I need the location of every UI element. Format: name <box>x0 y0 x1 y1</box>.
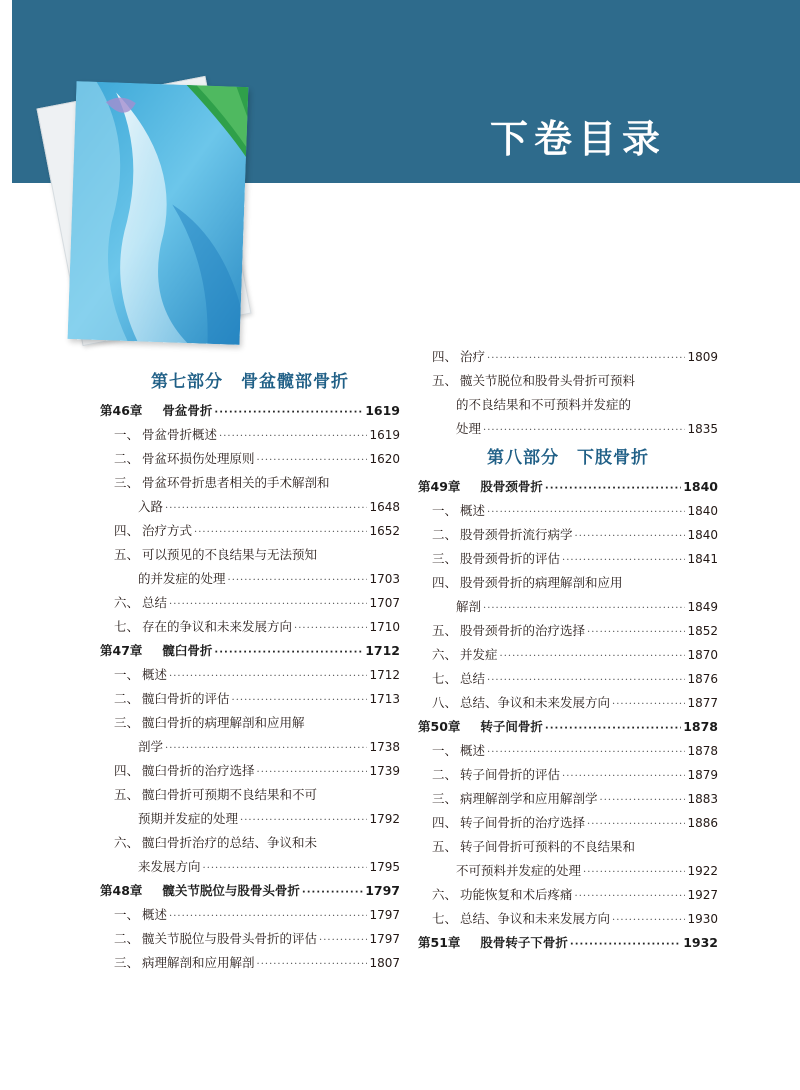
page-number: 1707 <box>369 596 400 610</box>
dot-leader <box>169 593 367 617</box>
chapter-title: 股骨颈骨折 <box>480 479 543 494</box>
section-number: 八、 <box>432 695 458 710</box>
dot-leader <box>583 861 685 885</box>
dot-leader <box>257 449 368 473</box>
part-heading <box>418 441 718 475</box>
toc-section-continuation[interactable] <box>418 417 718 441</box>
dot-leader <box>483 597 685 621</box>
dot-leader <box>232 689 368 713</box>
toc-section-entry[interactable] <box>100 471 400 495</box>
section-number: 五、 <box>432 839 458 854</box>
dot-leader <box>575 525 686 549</box>
toc-section-entry[interactable] <box>418 691 718 715</box>
section-title-continued: 解剖 <box>456 599 482 614</box>
page-number: 1620 <box>369 452 400 466</box>
page-number: 1883 <box>687 792 718 806</box>
toc-section-entry[interactable] <box>100 951 400 975</box>
toc-section-continuation[interactable] <box>100 855 400 879</box>
section-number: 二、 <box>432 527 458 542</box>
section-number: 三、 <box>114 475 140 490</box>
petal-image <box>68 81 249 345</box>
section-title: 概述 <box>460 743 486 758</box>
page-number: 1739 <box>369 764 400 778</box>
chapter-number: 第48章 <box>100 883 143 898</box>
page-number: 1807 <box>369 956 400 970</box>
section-number: 六、 <box>432 647 458 662</box>
page-number: 1841 <box>687 552 718 566</box>
toc-section-entry[interactable] <box>418 523 718 547</box>
dot-leader <box>500 645 686 669</box>
dot-leader <box>570 933 681 957</box>
section-title: 转子间骨折可预料的不良结果和 <box>460 839 636 854</box>
toc-right-column <box>418 345 718 955</box>
toc-section-continuation[interactable] <box>100 567 400 591</box>
section-number: 二、 <box>114 691 140 706</box>
page-number: 1849 <box>687 600 718 614</box>
toc-section-entry[interactable] <box>100 687 400 711</box>
section-title: 病理解剖和应用解剖 <box>142 955 255 970</box>
section-title: 骨盆环损伤处理原则 <box>142 451 255 466</box>
dot-leader <box>169 665 367 689</box>
section-title-continued: 入路 <box>138 499 164 514</box>
chapter-number: 第46章 <box>100 403 143 418</box>
section-title-continued: 处理 <box>456 421 482 436</box>
toc-section-entry[interactable] <box>418 643 718 667</box>
dot-leader <box>612 693 685 717</box>
section-title: 总结 <box>460 671 486 686</box>
dot-leader <box>600 789 686 813</box>
page-number: 1922 <box>687 864 718 878</box>
page-number: 1878 <box>683 719 718 734</box>
dot-leader <box>257 953 368 977</box>
toc-section-continuation[interactable] <box>418 393 718 417</box>
section-number: 三、 <box>114 955 140 970</box>
dot-leader <box>165 497 367 521</box>
section-title: 治疗方式 <box>142 523 193 538</box>
page-number: 1886 <box>687 816 718 830</box>
page-number: 1835 <box>687 422 718 436</box>
chapter-number: 第50章 <box>418 719 461 734</box>
dot-leader <box>240 809 367 833</box>
part-number: 第八部分 <box>487 448 559 468</box>
dot-leader <box>483 419 685 443</box>
section-title: 髋臼骨折治疗的总结、争议和未 <box>142 835 318 850</box>
section-number: 一、 <box>114 427 140 442</box>
dot-leader <box>487 347 685 371</box>
toc-section-entry[interactable] <box>100 447 400 471</box>
section-title: 概述 <box>142 667 168 682</box>
dot-leader <box>302 881 363 905</box>
chapter-title: 股骨转子下骨折 <box>480 935 568 950</box>
toc-section-entry[interactable] <box>418 739 718 763</box>
page-number: 1703 <box>369 572 400 586</box>
chapter-title: 髋臼骨折 <box>162 643 213 658</box>
section-number: 二、 <box>114 451 140 466</box>
chapter-title: 骨盆骨折 <box>162 403 213 418</box>
section-title: 病理解剖学和应用解剖学 <box>460 791 598 806</box>
toc-section-entry[interactable] <box>100 759 400 783</box>
dot-leader <box>219 425 367 449</box>
dot-leader <box>487 669 685 693</box>
toc-section-continuation[interactable] <box>100 807 400 831</box>
page-number: 1797 <box>369 932 400 946</box>
dot-leader <box>294 617 367 641</box>
section-title: 股骨颈骨折流行病学 <box>460 527 573 542</box>
photo-front-card <box>68 81 249 345</box>
section-title-continued: 来发展方向 <box>138 859 201 874</box>
toc-section-entry[interactable] <box>100 831 400 855</box>
page-number: 1879 <box>687 768 718 782</box>
section-number: 二、 <box>432 767 458 782</box>
toc-section-entry[interactable] <box>418 369 718 393</box>
section-number: 五、 <box>114 547 140 562</box>
section-title: 转子间骨折的评估 <box>460 767 561 782</box>
page-number: 1876 <box>687 672 718 686</box>
toc-chapter-entry[interactable] <box>418 931 718 955</box>
toc-section-entry[interactable] <box>100 519 400 543</box>
section-number: 六、 <box>114 835 140 850</box>
toc-section-entry[interactable] <box>418 345 718 369</box>
page-number: 1797 <box>369 908 400 922</box>
section-title: 存在的争议和未来发展方向 <box>142 619 293 634</box>
section-title: 髋臼骨折的评估 <box>142 691 230 706</box>
toc-section-continuation[interactable] <box>418 595 718 619</box>
section-number: 四、 <box>432 815 458 830</box>
dot-leader <box>562 765 685 789</box>
dot-leader <box>194 521 367 545</box>
section-number: 五、 <box>432 623 458 638</box>
toc-section-entry[interactable] <box>418 499 718 523</box>
chapter-number: 第51章 <box>418 935 461 950</box>
dot-leader <box>169 905 367 929</box>
chapter-number: 第47章 <box>100 643 143 658</box>
page-number: 1797 <box>365 883 400 898</box>
section-number: 七、 <box>432 911 458 926</box>
section-title: 治疗 <box>460 349 486 364</box>
chapter-title: 转子间骨折 <box>480 719 543 734</box>
toc-chapter-entry[interactable] <box>418 475 718 499</box>
toc-section-entry[interactable] <box>418 547 718 571</box>
page-number: 1652 <box>369 524 400 538</box>
page-number: 1712 <box>365 643 400 658</box>
page-number: 1870 <box>687 648 718 662</box>
toc-section-entry[interactable] <box>418 763 718 787</box>
page-number: 1648 <box>369 500 400 514</box>
toc-chapter-entry[interactable] <box>100 399 400 423</box>
chapter-title: 髋关节脱位与股骨头骨折 <box>162 883 300 898</box>
page-title: 下卷目录 <box>490 117 667 161</box>
section-title: 总结、争议和未来发展方向 <box>460 695 611 710</box>
section-title: 髋臼骨折的病理解剖和应用解 <box>142 715 305 730</box>
section-title-continued: 不可预料并发症的处理 <box>456 863 582 878</box>
section-number: 一、 <box>114 907 140 922</box>
section-title-continued: 剖学 <box>138 739 164 754</box>
section-title: 髋关节脱位和股骨头骨折可预料 <box>460 373 636 388</box>
section-number: 四、 <box>432 349 458 364</box>
section-title: 转子间骨折的治疗选择 <box>460 815 586 830</box>
toc-left-column <box>100 365 400 975</box>
toc-section-entry[interactable] <box>100 711 400 735</box>
section-number: 六、 <box>114 595 140 610</box>
page-number: 1738 <box>369 740 400 754</box>
section-number: 五、 <box>432 373 458 388</box>
toc-section-entry[interactable] <box>100 615 400 639</box>
dot-leader <box>545 477 681 501</box>
toc-chapter-entry[interactable] <box>100 639 400 663</box>
page-number: 1792 <box>369 812 400 826</box>
section-title: 骨盆环骨折患者相关的手术解剖和 <box>142 475 330 490</box>
decorative-photo <box>48 78 248 358</box>
toc-chapter-entry[interactable] <box>100 879 400 903</box>
toc-section-continuation[interactable] <box>100 495 400 519</box>
page-number: 1809 <box>687 350 718 364</box>
section-number: 七、 <box>432 671 458 686</box>
page-number: 1712 <box>369 668 400 682</box>
toc-section-entry[interactable] <box>418 571 718 595</box>
page-number: 1840 <box>687 504 718 518</box>
page-number: 1840 <box>683 479 718 494</box>
section-title-continued: 预期并发症的处理 <box>138 811 239 826</box>
part-number: 第七部分 <box>151 372 223 392</box>
page-number: 1930 <box>687 912 718 926</box>
section-title: 功能恢复和术后疼痛 <box>460 887 573 902</box>
part-title: 骨盆髋部骨折 <box>241 372 349 392</box>
toc-section-entry[interactable] <box>418 619 718 643</box>
dot-leader <box>612 909 685 933</box>
page-number: 1878 <box>687 744 718 758</box>
section-number: 七、 <box>114 619 140 634</box>
dot-leader <box>165 737 367 761</box>
dot-leader <box>575 885 686 909</box>
section-number: 二、 <box>114 931 140 946</box>
toc-section-entry[interactable] <box>418 907 718 931</box>
part-title: 下肢骨折 <box>577 448 649 468</box>
page-number: 1852 <box>687 624 718 638</box>
dot-leader <box>319 929 367 953</box>
page-number: 1877 <box>687 696 718 710</box>
section-title: 髋臼骨折的治疗选择 <box>142 763 255 778</box>
toc-section-continuation[interactable] <box>418 859 718 883</box>
section-title: 骨盆骨折概述 <box>142 427 218 442</box>
dot-leader <box>214 641 363 665</box>
section-number: 一、 <box>114 667 140 682</box>
section-title: 髋关节脱位与股骨头骨折的评估 <box>142 931 318 946</box>
page-number: 1713 <box>369 692 400 706</box>
section-number: 三、 <box>114 715 140 730</box>
section-title-continued: 的不良结果和不可预料并发症的 <box>456 397 632 412</box>
section-title-continued: 的并发症的处理 <box>138 571 226 586</box>
dot-leader <box>545 717 681 741</box>
dot-leader <box>214 401 363 425</box>
toc-chapter-entry[interactable] <box>418 715 718 739</box>
section-title: 概述 <box>142 907 168 922</box>
page-number: 1795 <box>369 860 400 874</box>
page-number: 1932 <box>683 935 718 950</box>
toc-section-entry[interactable] <box>100 543 400 567</box>
toc-section-entry[interactable] <box>418 811 718 835</box>
section-number: 五、 <box>114 787 140 802</box>
dot-leader <box>228 569 368 593</box>
page-number: 1927 <box>687 888 718 902</box>
section-number: 四、 <box>114 523 140 538</box>
dot-leader <box>487 501 685 525</box>
section-title: 髋臼骨折可预期不良结果和不可 <box>142 787 318 802</box>
section-number: 一、 <box>432 743 458 758</box>
dot-leader <box>562 549 685 573</box>
section-title: 可以预见的不良结果与无法预知 <box>142 547 318 562</box>
chapter-number: 第49章 <box>418 479 461 494</box>
section-title: 总结 <box>142 595 168 610</box>
toc-section-entry[interactable] <box>418 667 718 691</box>
toc-section-entry[interactable] <box>100 423 400 447</box>
section-title: 股骨颈骨折的评估 <box>460 551 561 566</box>
section-title: 股骨颈骨折的病理解剖和应用 <box>460 575 623 590</box>
page-number: 1619 <box>369 428 400 442</box>
section-number: 四、 <box>432 575 458 590</box>
toc-section-entry[interactable] <box>100 783 400 807</box>
dot-leader <box>587 621 685 645</box>
section-number: 三、 <box>432 791 458 806</box>
dot-leader <box>487 741 685 765</box>
section-number: 六、 <box>432 887 458 902</box>
page-number: 1619 <box>365 403 400 418</box>
toc-section-entry[interactable] <box>418 787 718 811</box>
page-number: 1840 <box>687 528 718 542</box>
section-number: 三、 <box>432 551 458 566</box>
section-title: 股骨颈骨折的治疗选择 <box>460 623 586 638</box>
toc-section-entry[interactable] <box>100 591 400 615</box>
section-title: 并发症 <box>460 647 498 662</box>
section-number: 一、 <box>432 503 458 518</box>
section-number: 四、 <box>114 763 140 778</box>
section-title: 总结、争议和未来发展方向 <box>460 911 611 926</box>
dot-leader <box>257 761 368 785</box>
section-title: 概述 <box>460 503 486 518</box>
part-heading <box>100 365 400 399</box>
page-number: 1710 <box>369 620 400 634</box>
toc-section-entry[interactable] <box>100 903 400 927</box>
toc-section-entry[interactable] <box>100 663 400 687</box>
dot-leader <box>587 813 685 837</box>
toc-section-continuation[interactable] <box>100 735 400 759</box>
toc-section-entry[interactable] <box>418 883 718 907</box>
dot-leader <box>203 857 368 881</box>
toc-section-entry[interactable] <box>418 835 718 859</box>
toc-section-entry[interactable] <box>100 927 400 951</box>
